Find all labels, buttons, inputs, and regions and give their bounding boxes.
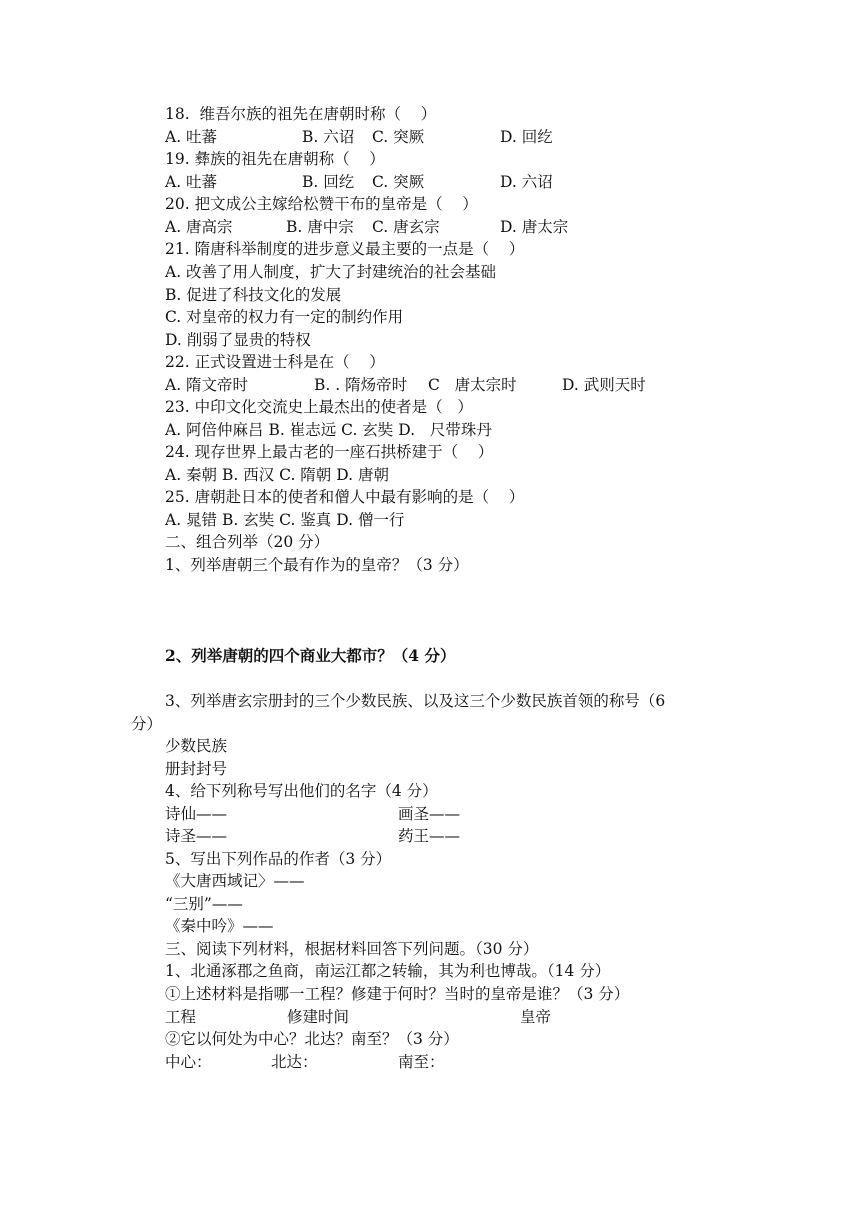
q19-option-a: A. 吐蕃 [165,173,218,191]
q20-option-a: A. 唐高宗 [165,218,233,236]
q19-option-d: D. 六诏 [500,173,553,191]
q19-option-c: C. 突厥 [372,173,425,191]
s3-s1-shijian: 修建时间 [287,1008,350,1026]
s3-subquestion-1: ①上述材料是指哪一工程？修建于何时？当时的皇帝是谁？（3 分） [165,985,630,1003]
q18-option-b: B. 六诏 [302,128,355,146]
q22-option-a: A. 隋文帝时 [165,376,249,394]
question-19: 19. 彝族的祖先在唐朝称（ ） [165,150,385,168]
section-2-title: 二、组合列举（20 分） [165,533,330,551]
question-25: 25. 唐朝赴日本的使者和僧人中最有影响的是（ ） [165,488,525,506]
s2-q4-huasheng: 画圣—— [398,805,461,823]
q23-options: A. 阿倍仲麻吕 B. 崔志远 C. 玄奘 D. 尺带珠丹 [165,421,492,439]
q19-option-b: B. 回纥 [302,173,355,191]
q20-option-b: B. 唐中宗 [286,218,354,236]
s3-subquestion-2: ②它以何处为中心？北达？南至？（3 分） [165,1030,459,1048]
s2-q3-title-label: 册封封号 [165,760,228,778]
q22-option-b: B. . 隋炀帝时 [314,376,408,394]
s3-s2-zhongxin: 中心： [165,1053,212,1071]
q25-options: A. 晁错 B. 玄奘 C. 鉴真 D. 僧一行 [165,511,405,529]
q18-option-d: D. 回纥 [500,128,553,146]
q21-option-d: D. 削弱了显贵的特权 [165,331,311,349]
question-21: 21. 隋唐科举制度的进步意义最主要的一点是（ ） [165,240,525,258]
q18-option-a: A. 吐蕃 [165,128,218,146]
question-20: 20. 把文成公主嫁给松赞干布的皇帝是（ ） [165,195,478,213]
question-23: 23. 中印文化交流史上最杰出的使者是（ ） [165,398,473,416]
q21-option-b: B. 促进了科技文化的发展 [165,286,342,304]
q24-options: A. 秦朝 B. 西汉 C. 隋朝 D. 唐朝 [165,466,389,484]
s2-q4-yaowang: 药王—— [398,827,461,845]
s2-q5-item1: 《大唐西域记〉—— [165,872,305,890]
s2-question-3-line2: 分） [131,715,163,733]
s2-q4-shisheng: 诗圣—— [165,827,228,845]
s2-question-4: 4、给下列称号写出他们的名字（4 分） [165,782,438,800]
question-24: 24. 现存世界上最古老的一座石拱桥建于（ ） [165,443,494,461]
s2-question-5: 5、写出下列作品的作者（3 分） [165,850,392,868]
s2-q3-minority-label: 少数民族 [165,737,228,755]
q22-option-c: C 唐太宗时 [428,376,517,394]
s2-q4-shixian: 诗仙—— [165,805,228,823]
s2-q5-item3: 《秦中吟》—— [165,917,274,935]
s2-question-2: 2、列举唐朝的四个商业大都市？（4 分） [165,646,456,665]
question-22: 22. 正式设置进士科是在（ ） [165,353,385,371]
s2-question-1: 1、列举唐朝三个最有作为的皇帝？（3 分） [165,556,469,574]
q20-option-c: C. 唐玄宗 [372,218,440,236]
s3-s1-huangdi: 皇帝 [520,1008,552,1026]
s2-question-3-line1: 3、列举唐玄宗册封的三个少数民族、以及这三个少数民族首领的称号（6 [165,692,666,710]
s3-s2-beida: 北达： [271,1053,318,1071]
q18-option-c: C. 突厥 [372,128,425,146]
s3-material-1: 1、北通涿郡之鱼商，南运江都之转输，其为利也博哉。（14 分） [165,962,611,980]
q21-option-a: A. 改善了用人制度，扩大了封建统治的社会基础 [165,263,497,281]
q21-option-c: C. 对皇帝的权力有一定的制约作用 [165,308,404,326]
question-18: 18. 维吾尔族的祖先在唐朝时称（ ） [165,105,437,123]
s2-q5-item2: “三别”—— [165,895,243,913]
q22-option-d: D. 武则天时 [562,376,646,394]
s3-s2-nanzhi: 南至： [398,1053,445,1071]
section-3-title: 三、阅读下列材料，根据材料回答下列问题。（30 分） [165,940,539,958]
q20-option-d: D. 唐太宗 [500,218,569,236]
s3-s1-gongcheng: 工程 [165,1008,197,1026]
